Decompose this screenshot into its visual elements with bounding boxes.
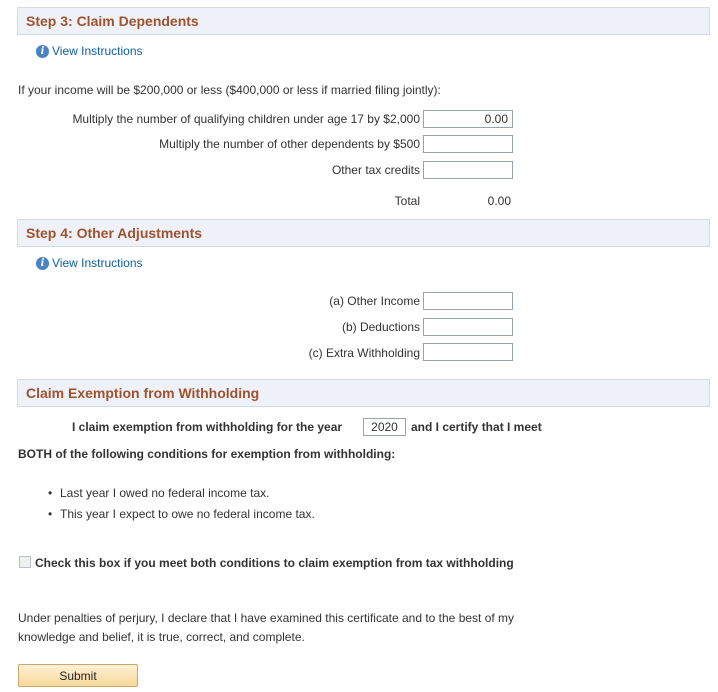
deductions-label: (b) Deductions — [341, 320, 420, 334]
claim-line2: BOTH of the following conditions for exemption from withholding: — [18, 447, 396, 461]
conditions-list — [48, 483, 315, 525]
list-item: • Last year I owed no federal income tax. — [48, 483, 315, 504]
declaration-line2: knowledge and belief, it is true, correct, and complete. — [18, 630, 305, 644]
other-credits-label: Other tax credits — [331, 163, 420, 177]
declaration-line1: Under penalties of perjury, I declare that I have examined this certificate and to the best of my — [18, 611, 515, 625]
step3-view-instructions-label[interactable]: View Instructions — [52, 44, 143, 58]
total-label: Total — [394, 194, 420, 208]
exemption-header — [17, 379, 710, 407]
exemption-checkbox-label[interactable]: Check this box if you meet both conditions to claim exemption from tax withholding — [35, 556, 514, 570]
other-income-label: (a) Other Income — [329, 294, 420, 308]
deductions-input[interactable] — [423, 318, 513, 336]
exemption-checkbox[interactable] — [19, 556, 31, 568]
step4-header — [17, 219, 710, 247]
other-income-input[interactable] — [423, 292, 513, 310]
step4-title: Step 4: Other Adjustments — [26, 225, 203, 241]
info-icon: i — [36, 45, 49, 58]
info-icon: i — [36, 257, 49, 270]
extra-withholding-label: (c) Extra Withholding — [308, 346, 420, 360]
other-credits-input[interactable] — [423, 161, 513, 179]
other-dependents-input[interactable] — [423, 135, 513, 153]
children-amount-input[interactable] — [423, 110, 513, 128]
step3-title: Step 3: Claim Dependents — [26, 13, 199, 29]
total-value: 0.00 — [487, 194, 511, 208]
step4-view-instructions-label[interactable]: View Instructions — [52, 256, 143, 270]
list-item: • This year I expect to owe no federal income tax. — [48, 504, 315, 525]
children-label: Multiply the number of qualifying children under age 17 by $2,000 — [72, 112, 420, 126]
income-note: If your income will be $200,000 or less ($400,000 or less if married filing jointly): — [18, 83, 441, 97]
submit-button[interactable]: Submit — [18, 664, 138, 687]
step3-header — [17, 7, 710, 35]
step3-view-instructions-link[interactable] — [36, 44, 143, 58]
claim-prefix: I claim exemption from withholding for the year — [72, 420, 343, 434]
claim-suffix: and I certify that I meet — [411, 420, 542, 434]
exemption-title: Claim Exemption from Withholding — [26, 385, 260, 401]
extra-withholding-input[interactable] — [423, 343, 513, 361]
other-dependents-label: Multiply the number of other dependents by $500 — [159, 137, 420, 151]
step4-view-instructions-link[interactable] — [36, 256, 143, 270]
exemption-year-input[interactable] — [363, 418, 406, 436]
